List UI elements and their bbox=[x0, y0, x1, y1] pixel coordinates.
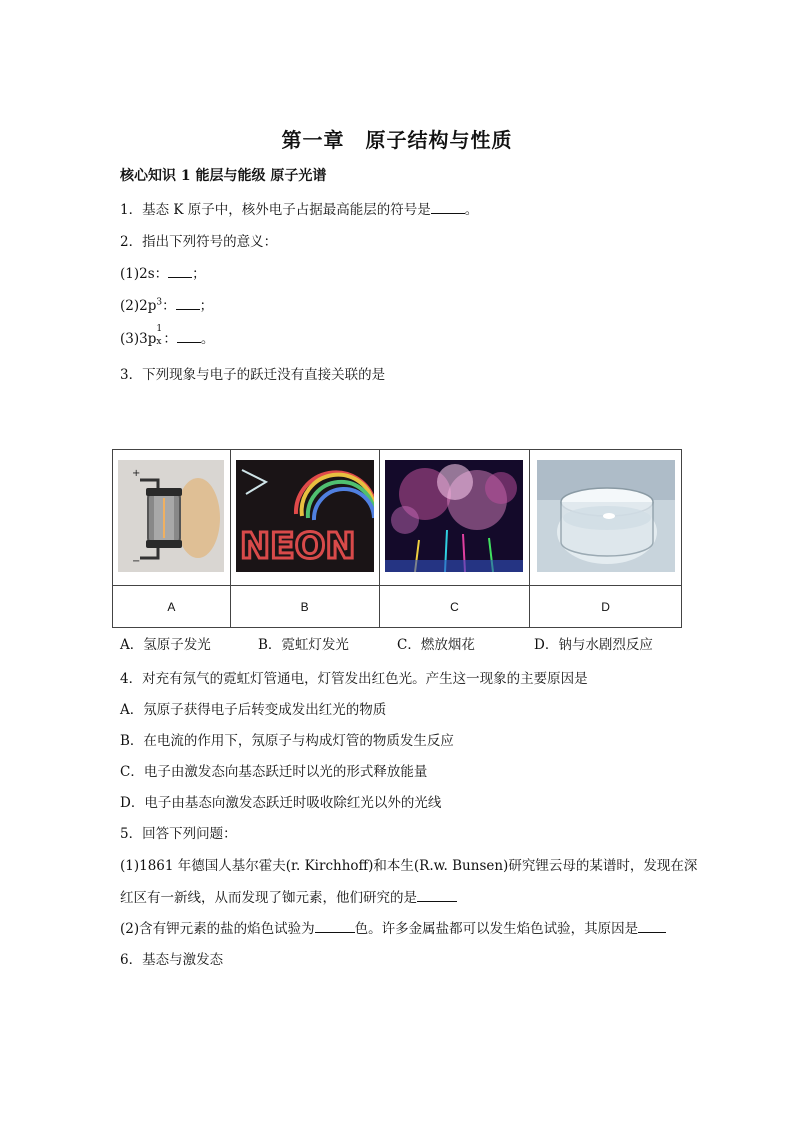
question-4-option-c: C．电子由激发态向基态跃迁时以光的形式释放能量 bbox=[120, 764, 428, 780]
question-2: 2．指出下列符号的意义： bbox=[120, 234, 278, 250]
question-4-option-d: D．电子由基态向激发态跃迁时吸收除红光以外的光线 bbox=[120, 795, 442, 811]
question-5-part-2: (2)含有钾元素的盐的焰色试验为 色。许多金属盐都可以发生焰色试验，其原因是 bbox=[120, 917, 666, 937]
question-6: 6．基态与激发态 bbox=[120, 952, 224, 968]
question-4-option-b: B．在电流的作用下，氖原子与构成灯管的物质发生反应 bbox=[120, 733, 454, 749]
question-4: 4．对充有氖气的霓虹灯管通电，灯管发出红色光。产生这一现象的主要原因是 bbox=[120, 671, 588, 687]
image-label-a: A bbox=[113, 586, 231, 628]
image-label-d: D bbox=[530, 586, 682, 628]
answer-blank bbox=[315, 919, 355, 933]
question-1: 1．基态 K 原子中，核外电子占据最高能层的符号是 。 bbox=[120, 202, 479, 218]
svg-text:−: − bbox=[132, 556, 141, 567]
neon-sign-text: NEON bbox=[239, 526, 356, 567]
question-5-part-1-line-1: (1)1861 年德国人基尔霍夫(r. Kirchhoff)和本生(R.w. Bunsen)研究锂云母的某谱时，发现在深 bbox=[120, 858, 698, 874]
question-3: 3．下列现象与电子的跃迁没有直接关联的是 bbox=[120, 367, 386, 383]
image-label-c: C bbox=[379, 586, 530, 628]
question-5-part-1-line-2: 红区有一新线，从而发现了铷元素，他们研究的是 bbox=[120, 886, 457, 906]
neon-sign-image bbox=[236, 460, 374, 572]
answer-blank bbox=[417, 888, 457, 902]
question-2-part-3: (3)3p 1 x ： 。 bbox=[120, 324, 215, 347]
option-a: A．氢原子发光 bbox=[120, 637, 211, 653]
answer-blank bbox=[168, 264, 192, 278]
svg-text:+: + bbox=[132, 468, 141, 479]
option-b: B．霓虹灯发光 bbox=[258, 637, 349, 653]
image-cell-a bbox=[113, 450, 231, 586]
image-cell-d bbox=[530, 450, 682, 586]
question-5: 5．回答下列问题： bbox=[120, 826, 237, 842]
question-4-option-a: A．氖原子获得电子后转变成发出红光的物质 bbox=[120, 702, 387, 718]
page-title: 第一章 原子结构与性质 bbox=[281, 128, 513, 152]
glass-dish-water-image bbox=[537, 460, 675, 572]
option-d: D．钠与水剧烈反应 bbox=[534, 637, 653, 653]
section-heading: 核心知识 1 能层与能级 原子光谱 bbox=[120, 168, 327, 184]
hydrogen-discharge-tube-image bbox=[118, 460, 224, 572]
answer-blank bbox=[638, 919, 666, 933]
answer-blank bbox=[176, 296, 200, 310]
answer-blank bbox=[177, 329, 201, 343]
option-c: C．燃放烟花 bbox=[397, 637, 475, 653]
answer-blank bbox=[431, 200, 465, 214]
question-3-options bbox=[120, 633, 653, 653]
image-cell-b bbox=[230, 450, 379, 586]
image-table bbox=[112, 449, 682, 628]
image-cell-c bbox=[379, 450, 530, 586]
question-1-text: 1．基态 K 原子中，核外电子占据最高能层的符号是 bbox=[120, 202, 431, 218]
image-label-b: B bbox=[230, 586, 379, 628]
fireworks-image bbox=[385, 460, 523, 572]
question-2-part-2: $(2)2p^3$： ； bbox=[120, 297, 214, 314]
question-2-part-1: (1)2s： ； bbox=[120, 266, 206, 282]
